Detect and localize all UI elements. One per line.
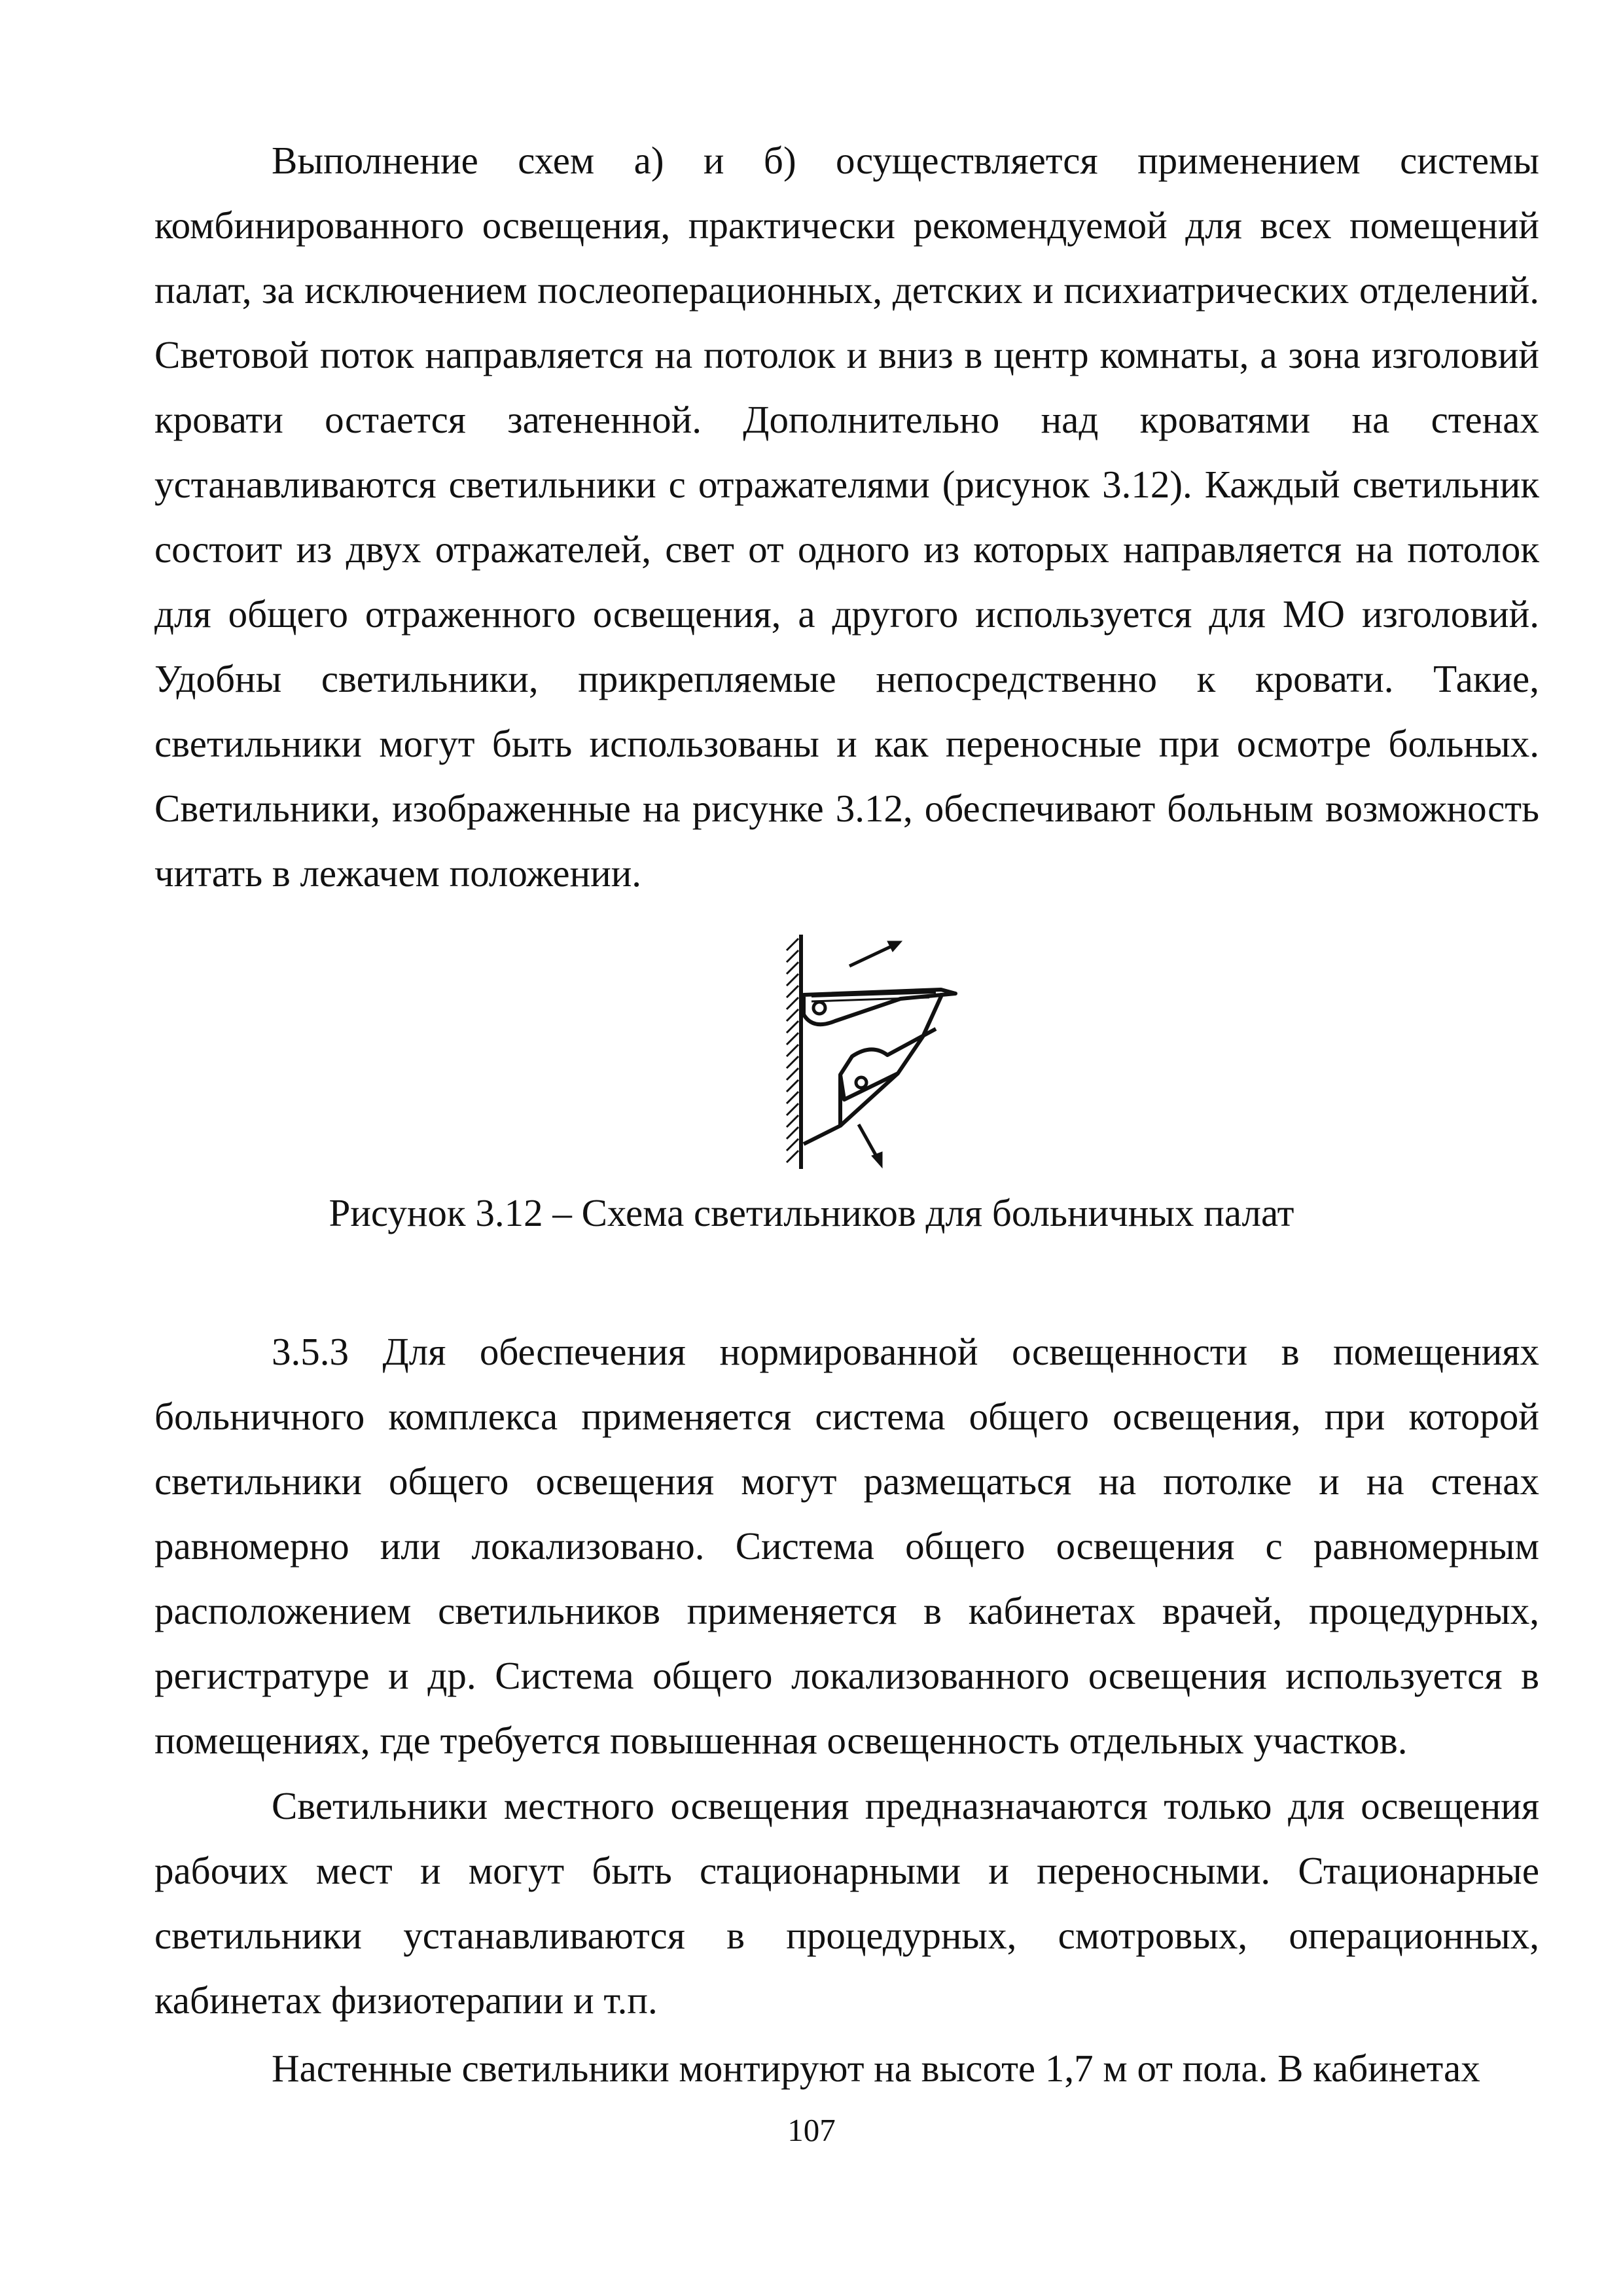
lower-reflector-icon <box>804 994 942 1144</box>
figure-3-12-luminaire-diagram <box>772 928 1041 1174</box>
figure-caption: Рисунок 3.12 – Схема светильников для больничных палат <box>329 1191 1294 1234</box>
paragraph-combined-lighting: Выполнение схем а) и б) осуществляется применением системы комбинированного освещения, практически рекомендуемой для всех помещений палат, за исключением послеоперационных, детских и психиатрических отделений. Световой поток направляется на потолок и вниз в центр комнаты, а зона изголовий кровати остается затененной. Дополнительно над кроватями на стенах устанавливаются светильники с отражателями (рисунок 3.12). Каждый светильник состоит из двух отражателей, свет от одного из которых направляется на потолок для общего отраженного освещения, а другого используется для МО изголовий. Удобны светильники, прикрепляемые непосредственно к кровати. Такие, светильники могут быть использованы и как переносные при осмотре больных. Светильники, изображенные на рисунке 3.12, обеспечивают больным возможность читать в лежачем положении. <box>154 139 1539 895</box>
upward-light-arrow-icon <box>849 941 902 966</box>
wall-hatching-icon <box>787 935 801 1169</box>
paragraph-wall-luminaires: Настенные светильники монтируют на высоте 1,7 м от пола. В кабинетах <box>272 2047 1480 2090</box>
paragraph-local-lighting: Светильники местного освещения предназначаются только для освещения рабочих мест и могут быть стационарными и переносными. Стационарные светильники устанавливаются в процедурных, смотровых, операционных, кабинетах физиотерапии и т.п. <box>154 1784 1539 2022</box>
page-number: 107 <box>787 2112 836 2148</box>
downward-light-arrow-icon <box>859 1124 882 1168</box>
paragraph-section-3-5-3: 3.5.3 Для обеспечения нормированной освещенности в помещениях больничного комплекса применяется система общего освещения, при которой светильники общего освещения могут размещаться на потолке и на стенах равномерно или локализовано. Система общего освещения с равномерным расположением светильников применяется в кабинетах врачей, процедурных, регистратуре и др. Система общего локализованного освещения используется в помещениях, где требуется повышенная освещенность отдельных участков. <box>154 1330 1539 1762</box>
